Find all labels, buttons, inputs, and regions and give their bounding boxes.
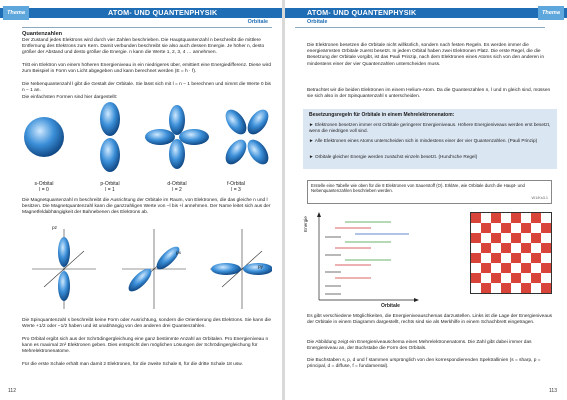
checker-cell xyxy=(491,233,501,243)
energy-level-diagram xyxy=(311,210,421,305)
paragraph-5: Die Spinquantenzahl s beschreibt keine Form oder Ausrichtung, sondern die Orientierung des Elektrons. Sie kann die Werte +1/2 oder −1/2 haben und ist unabhängig von den anderen drei Quantenzahlen. xyxy=(22,318,272,330)
p-orbital-orientations-figure xyxy=(22,225,272,313)
paragraph-4: Die Magnetquantenzahl m beschreibt die Ausrichtung der Orbitale im Raum, von Elektronen, die das gleiche n und l besitzen. Die Magnetquantenzahl kann die ganzzahligen Werte von −l bis +l annehmen. Der Name leitet sich aus der Magnetfeldabhängigkeit der Bahnebenen des Elektrons ab. xyxy=(22,198,271,216)
checker-cell xyxy=(511,233,521,243)
paragraph-2: Tritt ein Elektron von einem höheren Energieniveau in ein niedrigeres über, emittiert eine Energiedifferenz. Diese wird zum Beispiel in Form von Licht abgegeben und kann berechnet werden (E = h · f). xyxy=(22,63,272,75)
checker-cell xyxy=(511,283,521,293)
checker-cell xyxy=(521,223,531,233)
left-page xyxy=(0,0,282,400)
task-box xyxy=(307,180,552,204)
f-orbital-shape xyxy=(221,106,272,168)
diagram-y-label: Energie xyxy=(303,216,308,232)
checker-cell xyxy=(491,213,501,223)
rule-item: ► Orbitale gleicher Energie werden zunächst einzeln besetzt. (Hund'sche Regel) xyxy=(309,154,478,159)
checker-cell xyxy=(491,253,501,263)
checker-cell xyxy=(521,213,531,223)
checker-cell xyxy=(481,213,491,223)
checker-cell xyxy=(481,263,491,273)
checker-cell xyxy=(511,223,521,233)
checker-cell xyxy=(521,253,531,263)
d-orbital-label: d-Orbital l = 2 xyxy=(167,181,187,193)
checker-cell xyxy=(481,223,491,233)
right-header-bar xyxy=(285,8,567,18)
right-divider xyxy=(295,27,545,28)
checker-cell xyxy=(501,243,511,253)
right-subtitle: Orbitale xyxy=(307,19,328,25)
checker-cell xyxy=(531,213,541,223)
paragraph-3: Die Nebenquantenzahl l gibt die Gestalt der Orbitale. Sie lässt sich mit l = n − 1 berechnen und nimmt die Werte 0 bis n − 1 an. xyxy=(22,82,271,94)
task-code: W1/Ks3.1 xyxy=(531,196,548,200)
d-orbital-shape xyxy=(145,105,209,169)
checker-cell xyxy=(481,243,491,253)
checker-cell xyxy=(491,283,501,293)
left-header-bar xyxy=(0,8,282,18)
checker-cell xyxy=(511,263,521,273)
checker-cell xyxy=(501,253,511,263)
right-paragraph-5: Die Buchstaben s, p, d und f stammen ursprünglich von den korrespondierenden Spektrallinien (s = sharp, p = principal, d = diffuse, f = fundamental). xyxy=(307,358,541,370)
paragraph-3b: Die einfachsten Formen sind hier dargestellt: xyxy=(22,95,118,100)
checker-cell xyxy=(531,253,541,263)
checker-cell xyxy=(471,233,481,243)
checker-cell xyxy=(541,263,551,273)
checker-cell xyxy=(511,213,521,223)
checker-cell xyxy=(541,243,551,253)
f-orbital-label: f-Orbital l = 3 xyxy=(227,181,245,193)
left-divider xyxy=(22,27,272,28)
checker-cell xyxy=(481,273,491,283)
checker-cell xyxy=(491,273,501,283)
task-text: Erstelle eine Tabelle wie oben für die 8 Elektronen von Sauerstoff (O). Erkläre, wie Orbitale durch die Haupt- und Nebenquantenzahlen beschrieben werden. xyxy=(311,183,525,194)
checker-cell xyxy=(471,223,481,233)
checker-cell xyxy=(471,243,481,253)
left-page-number: 112 xyxy=(8,388,16,394)
checker-cell xyxy=(521,273,531,283)
p-orbital-shape xyxy=(100,102,120,172)
rules-box-title: Besetzungsregeln für Orbitale in einem Mehrelektronenatom: xyxy=(309,112,455,118)
checker-cell xyxy=(471,253,481,263)
checker-cell xyxy=(541,213,551,223)
checker-cell xyxy=(471,213,481,223)
checker-cell xyxy=(541,223,551,233)
checker-cell xyxy=(531,243,541,253)
checker-cell xyxy=(531,223,541,233)
right-page-number: 113 xyxy=(549,388,557,394)
checker-cell xyxy=(481,253,491,263)
left-page-title: ATOM- UND QUANTENPHYSIK xyxy=(108,8,218,17)
py-label: py xyxy=(258,265,264,270)
checker-cell xyxy=(511,253,521,263)
s-orbital-label: s-Orbital l = 0 xyxy=(34,181,54,193)
checker-cell xyxy=(491,243,501,253)
checker-cell xyxy=(481,283,491,293)
checker-cell xyxy=(501,263,511,273)
checker-cell xyxy=(541,253,551,263)
checker-cell xyxy=(521,233,531,243)
right-page-title: ATOM- UND QUANTENPHYSIK xyxy=(307,8,417,17)
rules-box xyxy=(303,109,557,169)
checker-cell xyxy=(541,233,551,243)
left-subtitle: Orbitale xyxy=(247,19,268,25)
checker-cell xyxy=(531,273,541,283)
checker-cell xyxy=(531,263,541,273)
checker-cell xyxy=(481,233,491,243)
checker-cell xyxy=(491,263,501,273)
checker-cell xyxy=(541,273,551,283)
checkerboard-diagram xyxy=(470,212,552,294)
checker-cell xyxy=(471,273,481,283)
right-paragraph-3: Es gibt verschiedene Möglichkeiten, die Energieniveauschemas darzustellen. Links ist die Lage der Energieniveaus der Orbitale in einem Diagramm dargestellt, rechts sind sie als Merkhilfe in einem Schachbrett eingetragen. xyxy=(307,314,553,326)
left-topic-tab: Thema xyxy=(3,6,29,20)
checker-cell xyxy=(541,283,551,293)
paragraph-1: Der Zustand jedes Elektrons wird durch vier Zahlen beschrieben. Die Hauptquantenzahl n beschreibt die mittlere Entfernung des Elektrons zum Kern. Damit verbunden beschreibt sie also auch dessen Energie. Je höher n, desto größer der Abstand und desto größer die Energie. n kann die Werte 1, 2, 3, 4 … annehmen. xyxy=(22,38,265,56)
checker-cell xyxy=(531,233,541,243)
checker-cell xyxy=(501,233,511,243)
rule-item: ► Alle Elektronen eines Atoms unterscheiden sich in mindestens einer der vier Quantenzahlen. (Pauli Prinzip) xyxy=(309,138,538,143)
checker-cell xyxy=(531,283,541,293)
checker-cell xyxy=(521,263,531,273)
section-heading: Quantenzahlen xyxy=(22,31,63,37)
checker-cell xyxy=(501,223,511,233)
paragraph-6: Pro Orbital ergibt sich aus der Schrödingergleichung eine ganz bestimmte Anzahl an Orbitalen. Pro Energieniveau n kann es maximal 2n² Elektronen geben. Dies entspricht den möglichen Lösungen der Schrödingergleichung für Mehrelektronenatome. xyxy=(22,337,269,355)
right-paragraph-4: Die Abbildung zeigt ein Energieniveauschema eines Mehrelektronenatoms. Die Zahl gibt dabei immer das Energieniveau an, der Buchstabe die Form des Orbitals. xyxy=(307,340,532,352)
checker-cell xyxy=(491,223,501,233)
checker-cell xyxy=(501,273,511,283)
px-label: px xyxy=(176,251,182,256)
p-orbital-label: p-Orbital l = 1 xyxy=(100,181,120,193)
checkerboard-grid xyxy=(471,213,551,293)
checker-cell xyxy=(471,283,481,293)
orbital-shapes-figure xyxy=(22,102,272,184)
checker-cell xyxy=(511,243,521,253)
checker-cell xyxy=(521,283,531,293)
right-paragraph-2: Betrachtet wir die beiden Elektronen im einem Helium-Atom. Da die Quantenzahlen n, l und m gleich sind, müssen sie sich also in der Spinquantenzahl s unterscheiden. xyxy=(307,88,551,100)
right-page xyxy=(285,0,567,400)
right-paragraph-1: Die Elektronen besetzen die Orbitale nicht willkürlich, sondern nach festen Regeln. Es werden immer die energieärmsten Orbitale zuerst besetzt. In jedem Orbital haben zwei Elektronen Platz. Die erste Regel, die die Besetzung der Orbitale vorgibt, ist das Pauli Prinzip, nach dem Elektronen eines Atoms sich von den anderen in mindestens einer der vier Quantenzahlen unterscheiden muss. xyxy=(307,43,545,67)
paragraph-7: Für die erste Schale erhält man damit 2 Elektronen, für die zweite Schale 8, für die dritte Schale 18 usw. xyxy=(22,362,243,367)
rule-item: ► Elektronen besetzen immer erst Orbitale geringerer Energieniveaus. Höhere Energieniveaus werden erst besetzt, wenn die niedrigen voll sind. xyxy=(309,122,551,133)
diagram-x-label: Orbitale xyxy=(381,303,400,309)
s-orbital-shape xyxy=(24,117,64,157)
right-topic-tab: Thema xyxy=(538,6,564,20)
checker-cell xyxy=(471,263,481,273)
checker-cell xyxy=(521,243,531,253)
pz-label: pz xyxy=(52,226,58,231)
checker-cell xyxy=(501,283,511,293)
checker-cell xyxy=(511,273,521,283)
checker-cell xyxy=(501,213,511,223)
